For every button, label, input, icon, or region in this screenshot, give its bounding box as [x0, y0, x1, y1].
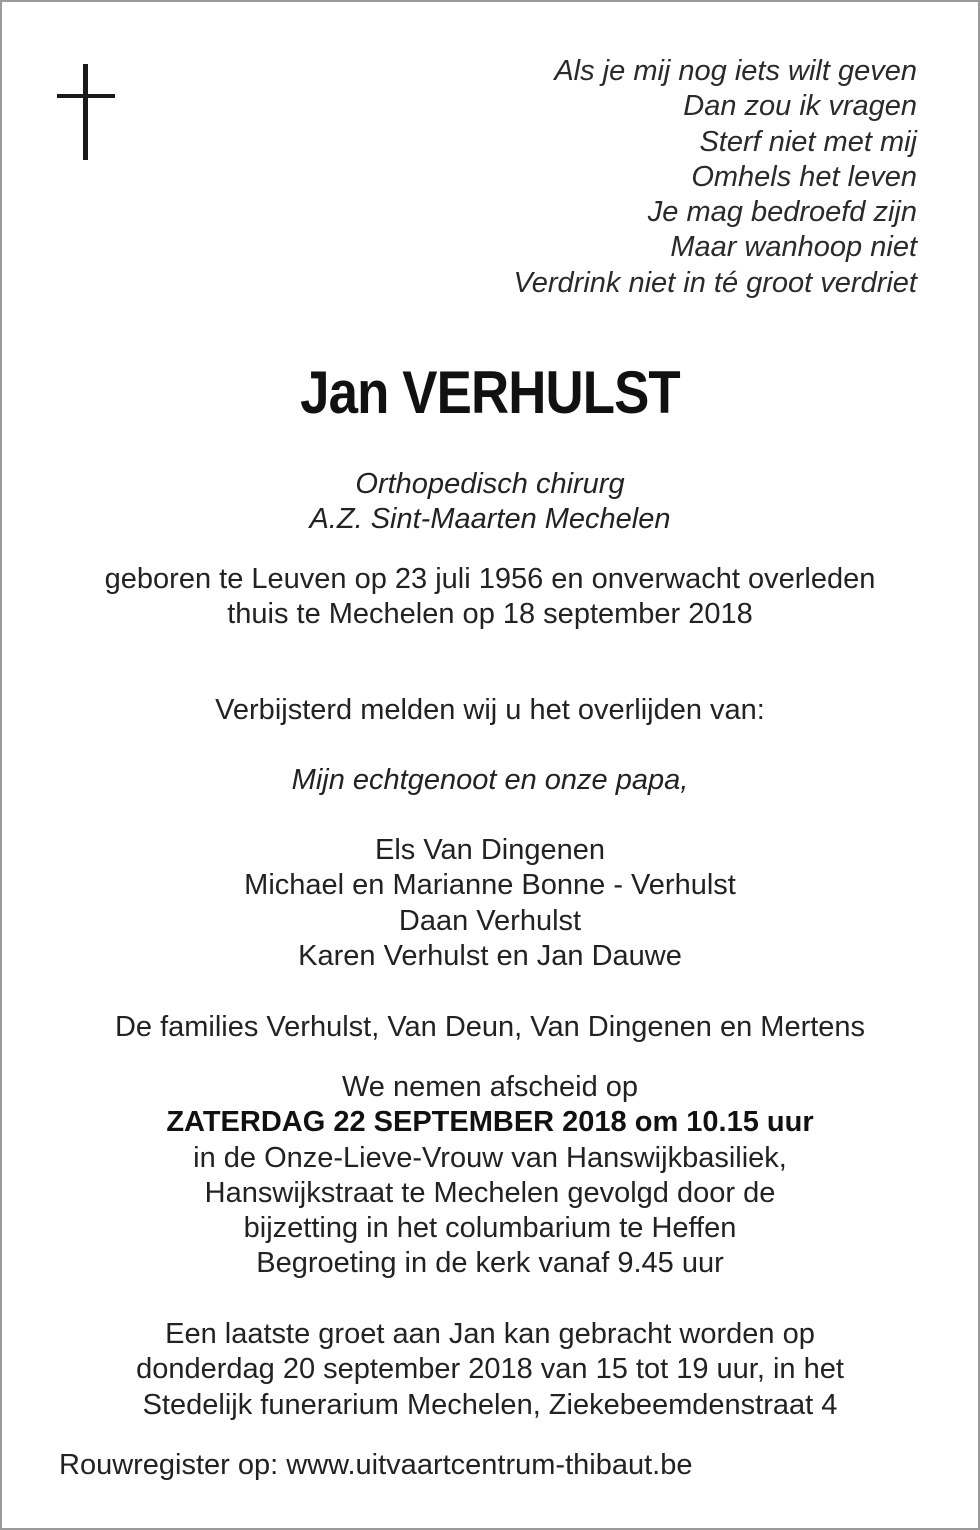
birth-line: geboren te Leuven op 23 juli 1956 en onverwacht overleden — [104, 563, 876, 595]
relation: Mijn echtgenoot en onze papa, — [291, 764, 689, 796]
profession-title: Orthopedisch chirurg — [355, 468, 625, 500]
death-line: thuis te Mechelen op 18 september 2018 — [227, 598, 753, 631]
family-member: Daan Verhulst — [398, 904, 582, 937]
poem-line: Dan zou ik vragen — [683, 90, 917, 123]
poem-line: Omhels het leven — [691, 160, 917, 193]
profession — [0, 467, 980, 538]
poem-line: Je mag bedroefd zijn — [647, 196, 917, 229]
deceased-name: Jan VERHULST — [300, 359, 680, 426]
family-list — [0, 833, 980, 974]
family-member: Els Van Dingenen — [374, 834, 605, 866]
poem-line: Maar wanhoop niet — [670, 231, 917, 264]
last-greeting — [0, 1317, 980, 1423]
farewell-line: bijzetting in het columbarium te Heffen — [243, 1212, 737, 1245]
poem-line: Als je mij nog iets wilt geven — [554, 55, 917, 87]
last-greeting-line: donderdag 20 september 2018 van 15 tot 19 uur, in het — [136, 1353, 844, 1386]
farewell — [0, 1070, 980, 1282]
poem-line: Sterf niet met mij — [699, 125, 917, 158]
families: De families Verhulst, Van Deun, Van Dingenen en Mertens — [114, 1011, 866, 1043]
condolence-register: Rouwregister op: www.uitvaartcentrum-thibaut.be — [59, 1449, 693, 1481]
last-greeting-line: Een laatste groet aan Jan kan gebracht worden op — [165, 1318, 815, 1350]
profession-hospital: A.Z. Sint-Maarten Mechelen — [309, 503, 671, 536]
poem-line: Verdrink niet in té groot verdriet — [513, 266, 917, 299]
announcement: Verbijsterd melden wij u het overlijden van: — [215, 694, 765, 726]
birth-death — [0, 562, 980, 633]
family-member: Michael en Marianne Bonne - Verhulst — [244, 869, 736, 902]
last-greeting-line: Stedelijk funerarium Mechelen, Ziekebeemdenstraat 4 — [142, 1388, 838, 1421]
family-member: Karen Verhulst en Jan Dauwe — [298, 939, 682, 972]
cross-icon — [57, 64, 115, 160]
farewell-line: Begroeting in de kerk vanaf 9.45 uur — [256, 1247, 724, 1280]
farewell-date: ZATERDAG 22 SEPTEMBER 2018 om 10.15 uur — [166, 1106, 814, 1139]
poem — [357, 54, 917, 301]
farewell-intro: We nemen afscheid op — [341, 1071, 639, 1103]
farewell-line: in de Onze-Lieve-Vrouw van Hanswijkbasiliek, — [193, 1141, 787, 1174]
farewell-line: Hanswijkstraat te Mechelen gevolgd door de — [204, 1176, 776, 1209]
